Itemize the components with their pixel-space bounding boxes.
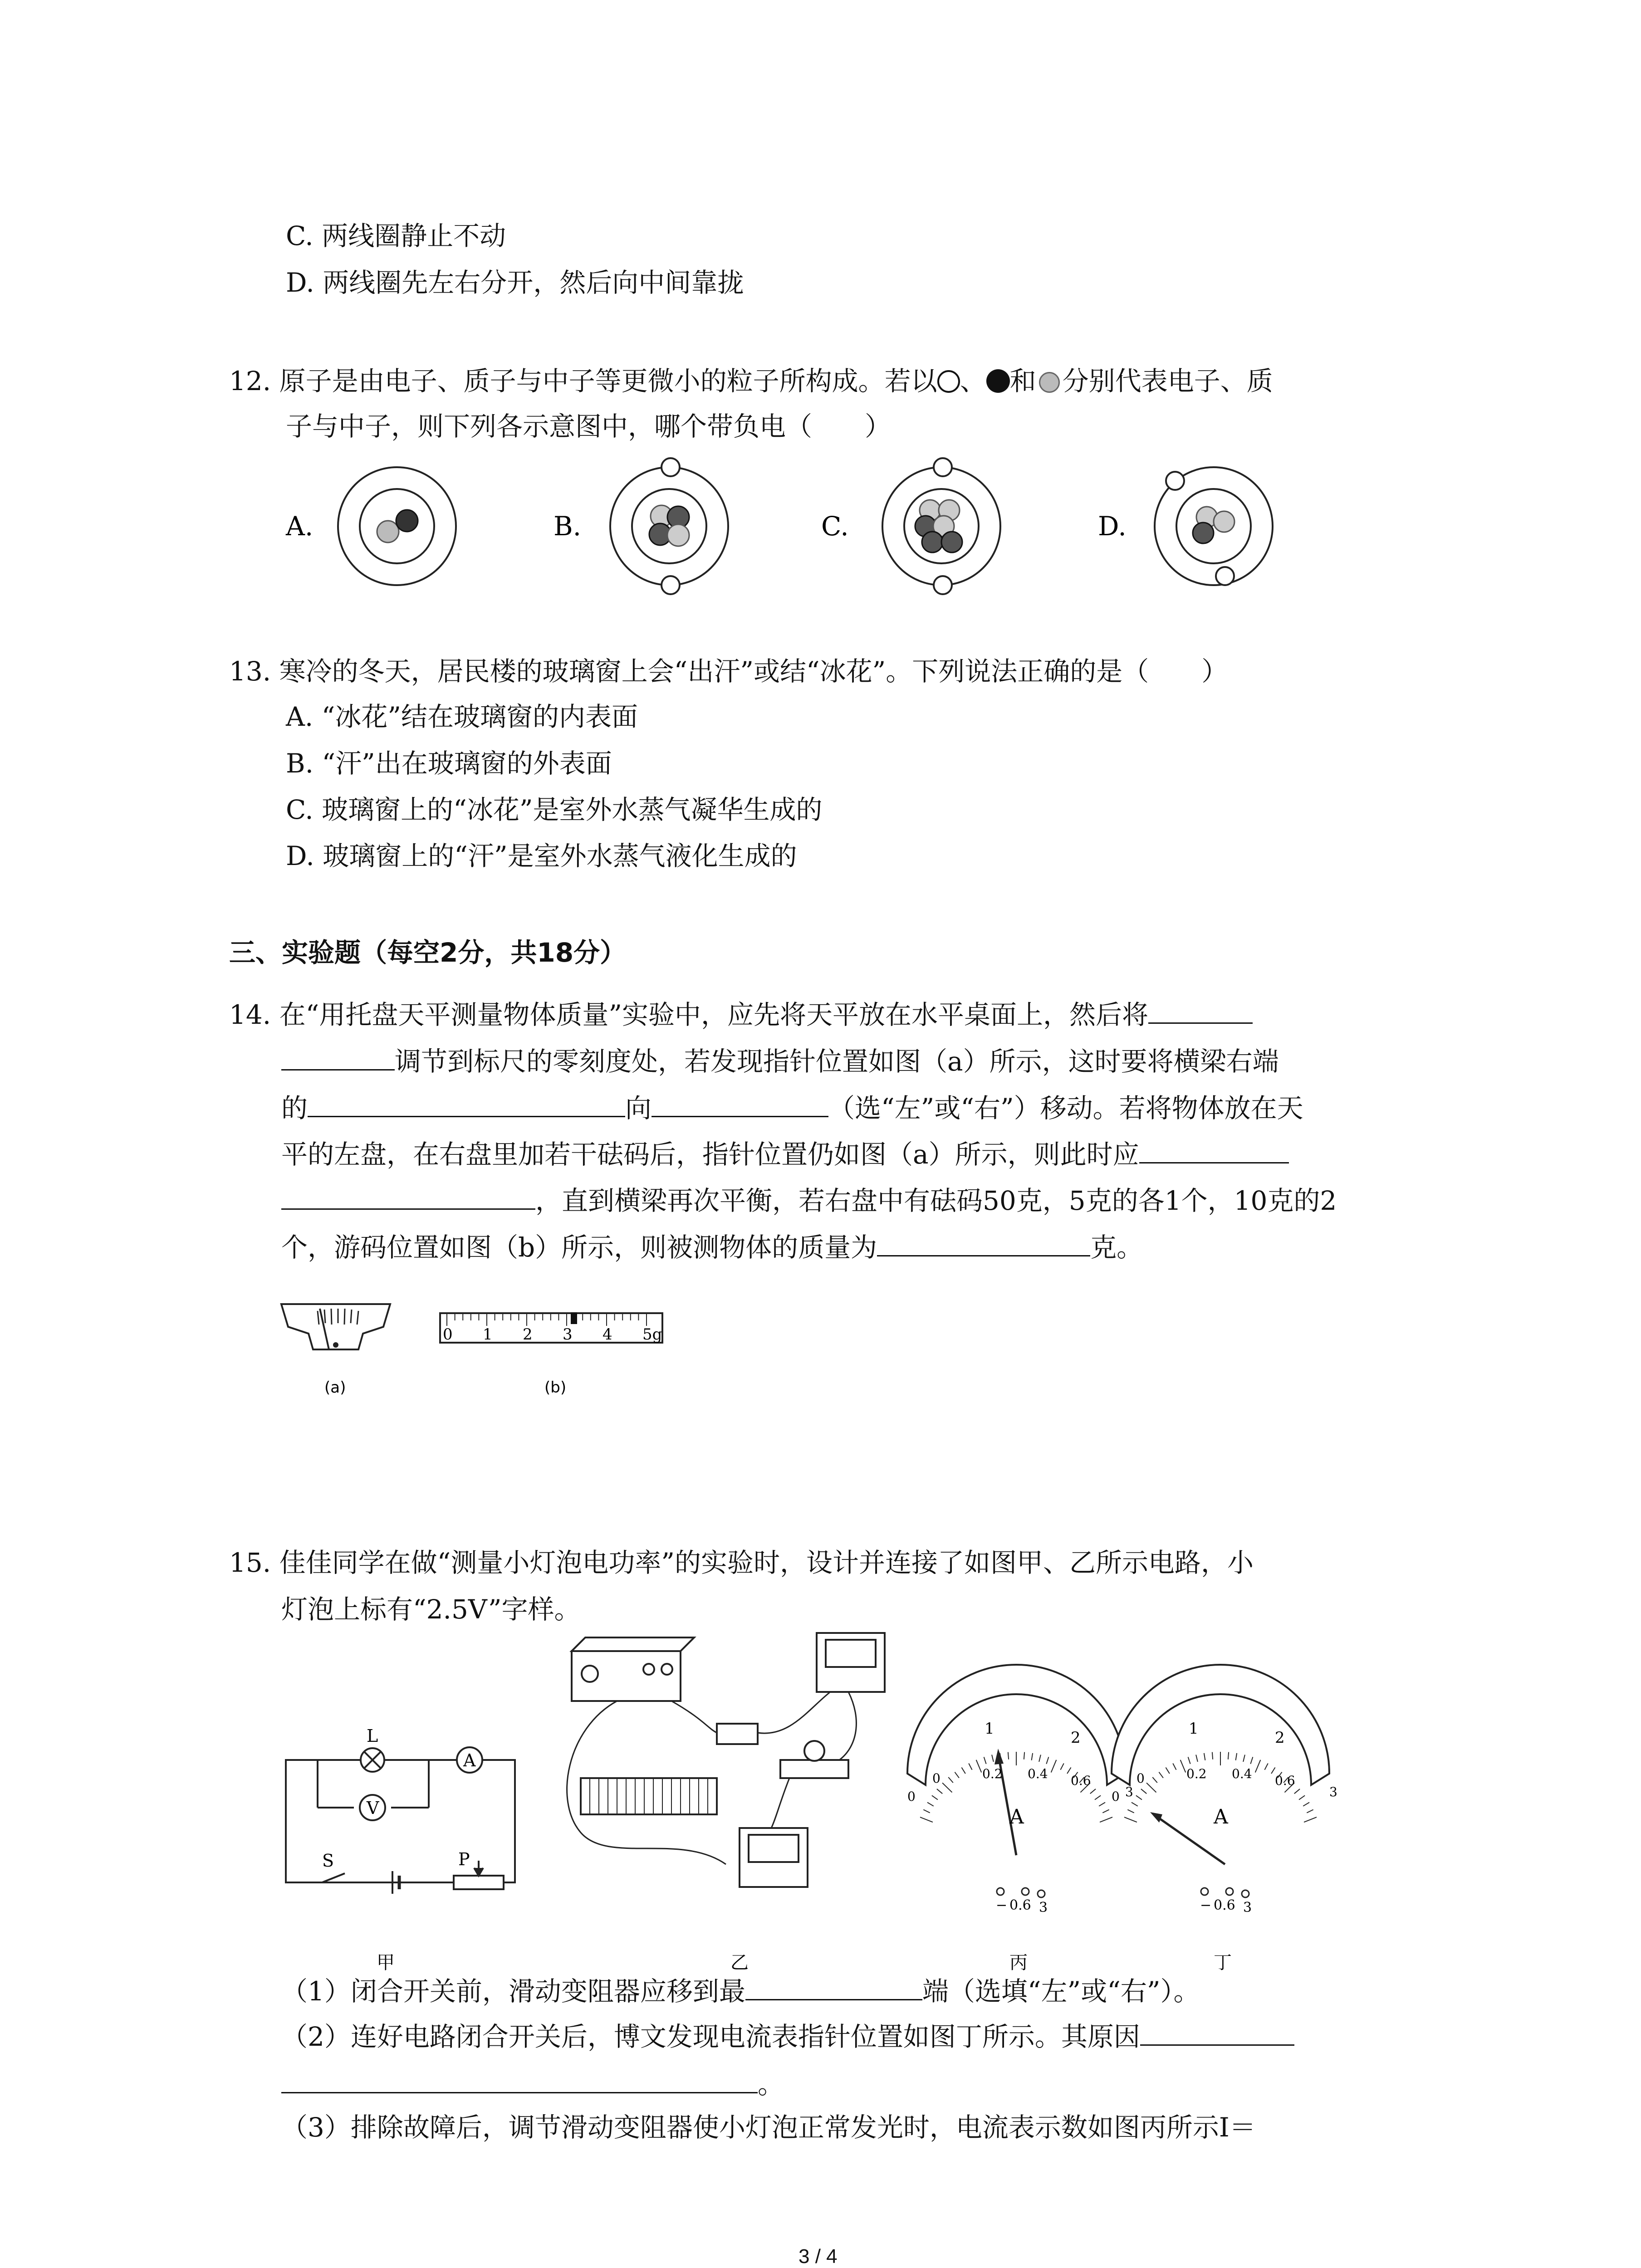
meter-bottom-label: 0.2 — [1186, 1766, 1207, 1781]
meter-tick — [1146, 1783, 1156, 1792]
q12-label-b: B. — [554, 511, 582, 542]
meter-tick — [1173, 1764, 1176, 1770]
q15-sub1: （1）闭合开关前，滑动变阻器应移到最 端（选填“左”或“右”）。 — [281, 1971, 1200, 2009]
meter-tick — [920, 1817, 933, 1822]
proton-symbol — [986, 369, 1010, 393]
meter-tick — [976, 1760, 982, 1773]
meter-unit-label: A — [1214, 1805, 1228, 1828]
meter-tick — [1141, 1789, 1146, 1794]
meter-tick — [955, 1772, 959, 1778]
meter-terminal — [1226, 1888, 1233, 1895]
meter-bottom-label: 0.4 — [1232, 1766, 1252, 1781]
meter-bottom-label: 0 — [1136, 1771, 1145, 1786]
meter-tick — [1102, 1809, 1109, 1813]
ruler-label: 2 — [523, 1325, 533, 1344]
meter-tick — [927, 1803, 934, 1806]
meter-bottom-label: 0.2 — [982, 1766, 1003, 1781]
atom-d — [1155, 467, 1273, 585]
page-number: 3 / 4 — [798, 2245, 838, 2268]
meter-tick — [1304, 1817, 1317, 1822]
q14-line2: 调节到标尺的零刻度处，若发现指针位置如图（a）所示，这时要将横梁右端 — [281, 1041, 1279, 1080]
q15-sub2-cont: 。 — [281, 2064, 784, 2102]
meter-end-label: 3 — [1329, 1784, 1337, 1799]
meter-unit-label: A — [1009, 1805, 1024, 1828]
answer-blank[interactable] — [877, 1227, 1090, 1256]
meter-top-label: 1 — [985, 1720, 994, 1738]
q14-balance-figures — [272, 1290, 726, 1408]
meter-bottom-label: 0.6 — [1275, 1773, 1295, 1788]
meter-terminal — [1038, 1890, 1045, 1897]
q12-stem-line1: 12. 原子是由电子、质子与中子等更微小的粒子所构成。若以 、 和 分别代表电子、质 — [229, 366, 1273, 396]
meter-tick — [1152, 1777, 1157, 1783]
answer-blank[interactable] — [1148, 994, 1253, 1024]
q11-option-d: D. 两线圈先左右分开，然后向中间靠拢 — [286, 267, 744, 298]
q11-option-c: C. 两线圈静止不动 — [286, 220, 506, 251]
meter-terminal-label: 0.6 — [1009, 1897, 1031, 1913]
atom-c — [882, 458, 1000, 594]
meter-terminal-label: − — [996, 1897, 1008, 1913]
ruler-label: 0 — [443, 1325, 453, 1344]
q15-line1: 15. 佳佳同学在做“测量小灯泡电功率”的实验时，设计并连接了如图甲、乙所示电路，小 — [229, 1547, 1254, 1578]
meter-tick — [1228, 1752, 1229, 1760]
meter-tick — [1100, 1817, 1112, 1822]
ammeter-label: A — [463, 1750, 476, 1770]
meter-tick — [923, 1809, 930, 1813]
q13-stem: 13. 寒冷的冬天，居民楼的玻璃窗上会“出汗”或结“冰花”。下列说法正确的是（ ） — [229, 656, 1228, 687]
q14-line5: ，直到横梁再次平衡，若右盘中有砝码50克，5克的各1个，10克的2 — [281, 1180, 1337, 1219]
meter-tick — [1299, 1795, 1305, 1799]
meter-tick — [1307, 1809, 1313, 1813]
electron-symbol — [937, 370, 960, 393]
meter-tick — [1236, 1753, 1237, 1760]
meter-tick — [1294, 1789, 1300, 1794]
ammeter-ding — [1112, 1665, 1329, 1864]
answer-blank[interactable] — [281, 1041, 395, 1070]
neutron-symbol — [1039, 372, 1060, 393]
meter-tick — [937, 1789, 942, 1794]
q14-line4: 平的左盘，在右盘里加若干砝码后，指针位置仍如图（a）所示，则此时应 — [281, 1134, 1289, 1173]
meter-tick — [932, 1795, 938, 1799]
answer-blank[interactable] — [281, 1180, 535, 1210]
meter-tick — [1039, 1755, 1041, 1762]
figure-caption: 丁 — [1214, 1952, 1232, 1973]
answer-blank[interactable] — [745, 1971, 922, 2000]
meter-tick — [1132, 1803, 1138, 1806]
q12-stem-line2: 子与中子，则下列各示意图中，哪个带负电（ ） — [286, 411, 892, 442]
meter-tick — [1046, 1757, 1048, 1764]
meter-bottom-label: 0.6 — [1071, 1773, 1091, 1788]
meter-tick — [1136, 1795, 1142, 1799]
meter-tick — [969, 1764, 972, 1770]
q12-label-d: D. — [1098, 511, 1127, 542]
q15-line2: 灯泡上标有“2.5V”字样。 — [281, 1594, 581, 1625]
atom-b — [610, 458, 728, 594]
meter-tick — [1196, 1755, 1198, 1762]
meter-terminal — [1201, 1888, 1208, 1895]
meter-tick — [1204, 1753, 1205, 1760]
meter-tick — [1124, 1817, 1137, 1822]
q14-line3: 的 向 （选“左”或“右”）移动。若将物体放在天 — [281, 1088, 1303, 1126]
meter-end-label: 3 — [1125, 1784, 1133, 1799]
meter-tick — [1181, 1760, 1186, 1773]
slider-label: P — [458, 1849, 470, 1869]
meter-tick — [1166, 1767, 1169, 1774]
answer-blank[interactable] — [1140, 2016, 1294, 2046]
meter-tick — [948, 1777, 953, 1783]
ruler-label: 1 — [483, 1325, 493, 1344]
meter-terminal — [1242, 1890, 1249, 1897]
meter-terminal — [997, 1888, 1004, 1895]
meter-tick — [1188, 1757, 1190, 1764]
meter-terminal-label: 3 — [1039, 1900, 1048, 1916]
circuit-diagram-jia — [286, 1747, 515, 1894]
q14-line1: 14. 在“用托盘天平测量物体质量”实验中，应先将天平放在水平桌面上，然后将 — [229, 994, 1253, 1033]
ruler-label: 3 — [563, 1325, 573, 1344]
meter-tick — [1095, 1795, 1101, 1799]
meter-end-label: 0 — [1112, 1789, 1120, 1804]
section-3-heading: 三、实验题（每空2分，共18分） — [229, 937, 627, 968]
answer-blank[interactable] — [308, 1088, 625, 1117]
meter-tick — [992, 1755, 994, 1762]
apparatus-yi — [567, 1633, 885, 1887]
q13-option-c: C. 玻璃窗上的“冰花”是室外水蒸气凝华生成的 — [286, 794, 823, 825]
q13-option-b: B. “汗”出在玻璃窗的外表面 — [286, 748, 612, 779]
meter-terminal-label: 0.6 — [1214, 1897, 1235, 1913]
meter-bottom-label: 0.4 — [1028, 1766, 1048, 1781]
meter-tick — [1250, 1757, 1253, 1764]
balance-pointer-scale — [281, 1304, 390, 1397]
q15-figures — [272, 1628, 1361, 1982]
meter-tick — [1090, 1789, 1096, 1794]
meter-terminal-label: 3 — [1243, 1900, 1252, 1916]
meter-tick — [1264, 1764, 1268, 1770]
meter-tick — [1212, 1752, 1213, 1760]
meter-top-label: 2 — [1275, 1729, 1285, 1747]
meter-top-label: 2 — [1071, 1729, 1081, 1747]
meter-tick — [984, 1757, 986, 1764]
balance-slider-ruler — [440, 1312, 662, 1397]
meter-tick — [1060, 1764, 1063, 1770]
fig-a-caption: (a) — [324, 1378, 346, 1397]
meter-top-label: 1 — [1189, 1720, 1199, 1738]
q12-label-c: C. — [821, 511, 849, 542]
figure-caption: 丙 — [1009, 1952, 1028, 1973]
answer-blank[interactable] — [652, 1088, 828, 1117]
slider-rider — [571, 1312, 577, 1324]
q13-option-d: D. 玻璃窗上的“汗”是室外水蒸气液化生成的 — [286, 841, 797, 871]
figure-caption: 甲 — [377, 1952, 395, 1973]
atom-a — [338, 467, 456, 585]
meter-terminal-label: − — [1200, 1897, 1212, 1913]
q15-sub2: （2）连好电路闭合开关后，博文发现电流表指针位置如图丁所示。其原因 — [281, 2016, 1294, 2055]
figure-caption: 乙 — [730, 1952, 749, 1973]
answer-blank[interactable] — [281, 2064, 758, 2093]
q12-label-a: A. — [286, 511, 314, 542]
meter-tick — [1159, 1772, 1163, 1778]
meter-tick — [1243, 1755, 1245, 1762]
q14-line6: 个，游码位置如图（b）所示，则被测物体的质量为 克。 — [281, 1227, 1143, 1266]
lamp-label: L — [367, 1726, 378, 1746]
meter-tick — [1127, 1809, 1134, 1813]
meter-end-label: 0 — [907, 1789, 916, 1804]
answer-blank[interactable] — [1139, 1134, 1289, 1163]
meter-tick — [942, 1783, 952, 1792]
meter-tick — [961, 1767, 965, 1774]
meter-bottom-label: 0 — [932, 1771, 941, 1786]
q15-sub3: （3）排除故障后，调节滑动变阻器使小灯泡正常发光时，电流表示数如图丙所示I＝ — [281, 2112, 1256, 2143]
meter-tick — [1008, 1752, 1009, 1760]
q12-atom-diagrams — [272, 454, 1316, 603]
meter-tick — [1303, 1803, 1309, 1806]
meter-tick — [1099, 1803, 1105, 1806]
switch-label: S — [322, 1851, 334, 1871]
fig-b-caption: (b) — [544, 1378, 567, 1397]
ruler-label: 5g — [642, 1325, 662, 1344]
meter-terminal — [1022, 1888, 1029, 1895]
meter-tick — [1255, 1760, 1261, 1773]
meter-tick — [1032, 1753, 1033, 1760]
voltmeter-label: V — [367, 1798, 379, 1818]
ruler-label: 4 — [603, 1325, 612, 1344]
q13-option-a: A. “冰花”结在玻璃窗的内表面 — [286, 701, 638, 732]
meter-tick — [1051, 1760, 1057, 1773]
